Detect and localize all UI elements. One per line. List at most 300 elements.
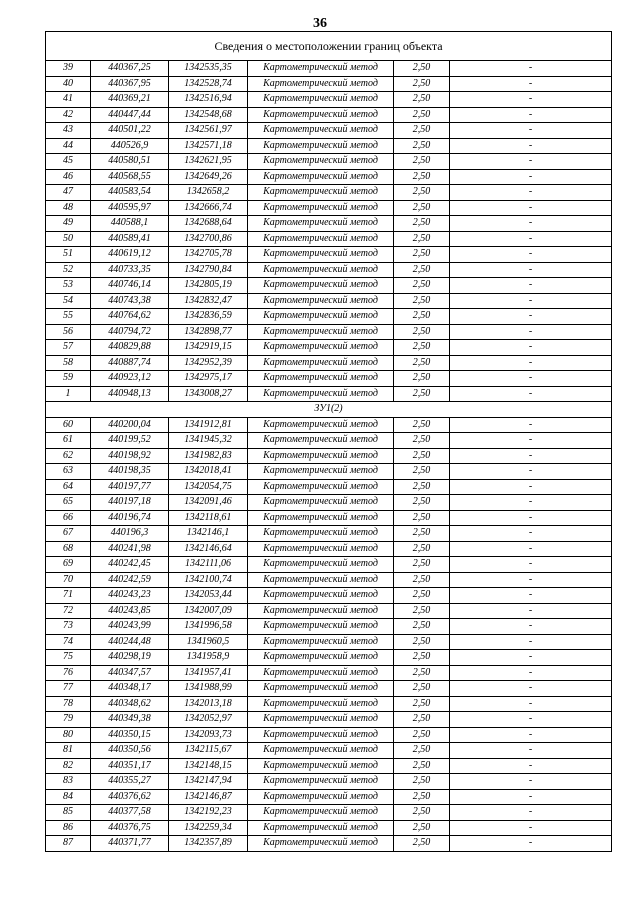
- method-cell: Картометрический метод: [248, 324, 394, 340]
- accuracy-cell: 2,50: [394, 371, 450, 387]
- coord-x-cell: 440200,04: [91, 417, 169, 433]
- table-row: [46, 448, 612, 464]
- accuracy-cell: 2,50: [394, 92, 450, 108]
- coord-y-cell: 1341996,58: [169, 619, 248, 635]
- accuracy-cell: 2,50: [394, 262, 450, 278]
- description-cell: -: [450, 309, 612, 325]
- point-number-cell: 44: [46, 138, 91, 154]
- description-cell: -: [450, 541, 612, 557]
- description-cell: -: [450, 510, 612, 526]
- coord-x-cell: 440241,98: [91, 541, 169, 557]
- coord-x-cell: 440242,45: [91, 557, 169, 573]
- accuracy-cell: 2,50: [394, 107, 450, 123]
- table-row: [46, 665, 612, 681]
- coord-x-cell: 440376,62: [91, 789, 169, 805]
- coord-x-cell: 440198,35: [91, 464, 169, 480]
- description-cell: -: [450, 138, 612, 154]
- accuracy-cell: 2,50: [394, 603, 450, 619]
- method-cell: Картометрический метод: [248, 650, 394, 666]
- coord-x-cell: 440243,99: [91, 619, 169, 635]
- method-cell: Картометрический метод: [248, 293, 394, 309]
- accuracy-cell: 2,50: [394, 417, 450, 433]
- coord-x-cell: 440351,17: [91, 758, 169, 774]
- coord-x-cell: 440377,58: [91, 805, 169, 821]
- method-cell: Картометрический метод: [248, 371, 394, 387]
- table-row: [46, 200, 612, 216]
- coord-x-cell: 440355,27: [91, 774, 169, 790]
- table-row: [46, 262, 612, 278]
- coord-y-cell: 1342013,18: [169, 696, 248, 712]
- accuracy-cell: 2,50: [394, 479, 450, 495]
- accuracy-cell: 2,50: [394, 650, 450, 666]
- method-cell: Картометрический метод: [248, 417, 394, 433]
- method-cell: Картометрический метод: [248, 433, 394, 449]
- point-number-cell: 50: [46, 231, 91, 247]
- description-cell: -: [450, 665, 612, 681]
- coord-y-cell: 1342952,39: [169, 355, 248, 371]
- point-number-cell: 87: [46, 836, 91, 852]
- table-title: Сведения о местоположении границ объекта: [46, 32, 612, 61]
- coord-x-cell: 440794,72: [91, 324, 169, 340]
- coord-y-cell: 1341957,41: [169, 665, 248, 681]
- point-number-cell: 51: [46, 247, 91, 263]
- table-title-row: [46, 32, 612, 61]
- accuracy-cell: 2,50: [394, 541, 450, 557]
- description-cell: -: [450, 619, 612, 635]
- description-cell: -: [450, 216, 612, 232]
- description-cell: -: [450, 355, 612, 371]
- accuracy-cell: 2,50: [394, 123, 450, 139]
- table-row: [46, 572, 612, 588]
- description-cell: -: [450, 743, 612, 759]
- description-cell: -: [450, 185, 612, 201]
- table-row: [46, 371, 612, 387]
- coord-y-cell: 1342192,23: [169, 805, 248, 821]
- coord-x-cell: 440948,13: [91, 386, 169, 402]
- coord-y-cell: 1342100,74: [169, 572, 248, 588]
- description-cell: -: [450, 340, 612, 356]
- table-row: [46, 743, 612, 759]
- coord-y-cell: 1342790,84: [169, 262, 248, 278]
- coord-y-cell: 1342688,64: [169, 216, 248, 232]
- coord-x-cell: 440347,57: [91, 665, 169, 681]
- coord-y-cell: 1342975,17: [169, 371, 248, 387]
- point-number-cell: 56: [46, 324, 91, 340]
- method-cell: Картометрический метод: [248, 743, 394, 759]
- description-cell: -: [450, 61, 612, 77]
- accuracy-cell: 2,50: [394, 619, 450, 635]
- accuracy-cell: 2,50: [394, 789, 450, 805]
- description-cell: -: [450, 92, 612, 108]
- point-number-cell: 1: [46, 386, 91, 402]
- description-cell: -: [450, 247, 612, 263]
- point-number-cell: 85: [46, 805, 91, 821]
- coord-x-cell: 440197,18: [91, 495, 169, 511]
- coord-y-cell: 1341960,5: [169, 634, 248, 650]
- accuracy-cell: 2,50: [394, 836, 450, 852]
- coord-x-cell: 440196,3: [91, 526, 169, 542]
- coord-x-cell: 440197,77: [91, 479, 169, 495]
- accuracy-cell: 2,50: [394, 76, 450, 92]
- accuracy-cell: 2,50: [394, 355, 450, 371]
- description-cell: -: [450, 278, 612, 294]
- point-number-cell: 81: [46, 743, 91, 759]
- accuracy-cell: 2,50: [394, 169, 450, 185]
- point-number-cell: 47: [46, 185, 91, 201]
- table-row: [46, 169, 612, 185]
- boundary-coordinates-table: [45, 31, 612, 852]
- table-row: [46, 603, 612, 619]
- coord-x-cell: 440198,92: [91, 448, 169, 464]
- point-number-cell: 68: [46, 541, 91, 557]
- coord-x-cell: 440348,17: [91, 681, 169, 697]
- table-row: [46, 650, 612, 666]
- accuracy-cell: 2,50: [394, 293, 450, 309]
- description-cell: -: [450, 634, 612, 650]
- accuracy-cell: 2,50: [394, 743, 450, 759]
- accuracy-cell: 2,50: [394, 216, 450, 232]
- description-cell: -: [450, 820, 612, 836]
- method-cell: Картометрический метод: [248, 603, 394, 619]
- description-cell: -: [450, 107, 612, 123]
- point-number-cell: 72: [46, 603, 91, 619]
- coord-y-cell: 1341958,9: [169, 650, 248, 666]
- point-number-cell: 64: [46, 479, 91, 495]
- method-cell: Картометрический метод: [248, 727, 394, 743]
- description-cell: -: [450, 495, 612, 511]
- point-number-cell: 55: [46, 309, 91, 325]
- section-label: ЗУ1(2): [46, 402, 612, 418]
- method-cell: Картометрический метод: [248, 665, 394, 681]
- coord-x-cell: 440923,12: [91, 371, 169, 387]
- method-cell: Картометрический метод: [248, 216, 394, 232]
- coord-x-cell: 440196,74: [91, 510, 169, 526]
- table-row: [46, 278, 612, 294]
- coord-y-cell: 1341945,32: [169, 433, 248, 449]
- coord-y-cell: 1342093,73: [169, 727, 248, 743]
- method-cell: Картометрический метод: [248, 262, 394, 278]
- description-cell: -: [450, 76, 612, 92]
- method-cell: Картометрический метод: [248, 278, 394, 294]
- table-row: [46, 107, 612, 123]
- method-cell: Картометрический метод: [248, 123, 394, 139]
- coord-x-cell: 440619,12: [91, 247, 169, 263]
- coord-x-cell: 440244,48: [91, 634, 169, 650]
- coord-y-cell: 1341982,83: [169, 448, 248, 464]
- page-number: 36: [313, 16, 327, 31]
- point-number-cell: 67: [46, 526, 91, 542]
- table-row: [46, 123, 612, 139]
- table-row: [46, 464, 612, 480]
- table-row: [46, 92, 612, 108]
- description-cell: -: [450, 789, 612, 805]
- coord-x-cell: 440568,55: [91, 169, 169, 185]
- coord-y-cell: 1342535,35: [169, 61, 248, 77]
- description-cell: -: [450, 448, 612, 464]
- table-row: [46, 588, 612, 604]
- point-number-cell: 75: [46, 650, 91, 666]
- method-cell: Картометрический метод: [248, 541, 394, 557]
- coord-x-cell: 440595,97: [91, 200, 169, 216]
- coord-x-cell: 440447,44: [91, 107, 169, 123]
- accuracy-cell: 2,50: [394, 696, 450, 712]
- method-cell: Картометрический метод: [248, 495, 394, 511]
- coord-y-cell: 1342148,15: [169, 758, 248, 774]
- coord-y-cell: 1342658,2: [169, 185, 248, 201]
- table-row: [46, 541, 612, 557]
- description-cell: -: [450, 603, 612, 619]
- method-cell: Картометрический метод: [248, 309, 394, 325]
- point-number-cell: 79: [46, 712, 91, 728]
- coord-x-cell: 440743,38: [91, 293, 169, 309]
- method-cell: Картометрический метод: [248, 479, 394, 495]
- accuracy-cell: 2,50: [394, 61, 450, 77]
- coord-x-cell: 440199,52: [91, 433, 169, 449]
- point-number-cell: 78: [46, 696, 91, 712]
- coord-x-cell: 440298,19: [91, 650, 169, 666]
- coord-x-cell: 440501,22: [91, 123, 169, 139]
- table-row: [46, 433, 612, 449]
- method-cell: Картометрический метод: [248, 774, 394, 790]
- point-number-cell: 70: [46, 572, 91, 588]
- coord-x-cell: 440887,74: [91, 355, 169, 371]
- coord-x-cell: 440367,25: [91, 61, 169, 77]
- table-row: [46, 340, 612, 356]
- method-cell: Картометрический метод: [248, 836, 394, 852]
- point-number-cell: 53: [46, 278, 91, 294]
- accuracy-cell: 2,50: [394, 681, 450, 697]
- coord-y-cell: 1342018,41: [169, 464, 248, 480]
- coord-x-cell: 440526,9: [91, 138, 169, 154]
- method-cell: Картометрический метод: [248, 820, 394, 836]
- accuracy-cell: 2,50: [394, 185, 450, 201]
- table-row: [46, 557, 612, 573]
- coord-y-cell: 1342007,09: [169, 603, 248, 619]
- coord-x-cell: 440242,59: [91, 572, 169, 588]
- description-cell: -: [450, 650, 612, 666]
- coord-y-cell: 1342146,1: [169, 526, 248, 542]
- table-row: [46, 681, 612, 697]
- point-number-cell: 80: [46, 727, 91, 743]
- accuracy-cell: 2,50: [394, 433, 450, 449]
- method-cell: Картометрический метод: [248, 510, 394, 526]
- accuracy-cell: 2,50: [394, 634, 450, 650]
- coord-y-cell: 1342898,77: [169, 324, 248, 340]
- accuracy-cell: 2,50: [394, 154, 450, 170]
- description-cell: -: [450, 169, 612, 185]
- method-cell: Картометрический метод: [248, 588, 394, 604]
- point-number-cell: 66: [46, 510, 91, 526]
- coord-y-cell: 1342528,74: [169, 76, 248, 92]
- accuracy-cell: 2,50: [394, 247, 450, 263]
- table-row: [46, 789, 612, 805]
- description-cell: -: [450, 200, 612, 216]
- method-cell: Картометрический метод: [248, 557, 394, 573]
- point-number-cell: 84: [46, 789, 91, 805]
- point-number-cell: 43: [46, 123, 91, 139]
- accuracy-cell: 2,50: [394, 200, 450, 216]
- method-cell: Картометрический метод: [248, 92, 394, 108]
- coord-y-cell: 1342571,18: [169, 138, 248, 154]
- method-cell: Картометрический метод: [248, 169, 394, 185]
- method-cell: Картометрический метод: [248, 340, 394, 356]
- coord-y-cell: 1342053,44: [169, 588, 248, 604]
- coord-y-cell: 1342516,94: [169, 92, 248, 108]
- point-number-cell: 76: [46, 665, 91, 681]
- table-row: [46, 495, 612, 511]
- coord-y-cell: 1342919,15: [169, 340, 248, 356]
- point-number-cell: 59: [46, 371, 91, 387]
- table-row: [46, 355, 612, 371]
- coord-x-cell: 440589,41: [91, 231, 169, 247]
- coord-y-cell: 1342118,61: [169, 510, 248, 526]
- table-row: [46, 293, 612, 309]
- accuracy-cell: 2,50: [394, 324, 450, 340]
- table-row: [46, 247, 612, 263]
- method-cell: Картометрический метод: [248, 200, 394, 216]
- table-row: [46, 138, 612, 154]
- coord-y-cell: 1343008,27: [169, 386, 248, 402]
- accuracy-cell: 2,50: [394, 309, 450, 325]
- point-number-cell: 77: [46, 681, 91, 697]
- coord-y-cell: 1342111,06: [169, 557, 248, 573]
- accuracy-cell: 2,50: [394, 495, 450, 511]
- point-number-cell: 39: [46, 61, 91, 77]
- coord-y-cell: 1342649,26: [169, 169, 248, 185]
- accuracy-cell: 2,50: [394, 448, 450, 464]
- table-row: [46, 836, 612, 852]
- table-row: [46, 154, 612, 170]
- point-number-cell: 71: [46, 588, 91, 604]
- description-cell: -: [450, 433, 612, 449]
- table-row: [46, 774, 612, 790]
- method-cell: Картометрический метод: [248, 154, 394, 170]
- method-cell: Картометрический метод: [248, 76, 394, 92]
- method-cell: Картометрический метод: [248, 185, 394, 201]
- coord-y-cell: 1342357,89: [169, 836, 248, 852]
- accuracy-cell: 2,50: [394, 758, 450, 774]
- point-number-cell: 40: [46, 76, 91, 92]
- method-cell: Картометрический метод: [248, 805, 394, 821]
- description-cell: -: [450, 557, 612, 573]
- description-cell: -: [450, 154, 612, 170]
- point-number-cell: 45: [46, 154, 91, 170]
- table-row: [46, 727, 612, 743]
- coord-y-cell: 1342705,78: [169, 247, 248, 263]
- table-row: [46, 216, 612, 232]
- description-cell: -: [450, 123, 612, 139]
- coord-x-cell: 440350,56: [91, 743, 169, 759]
- method-cell: Картометрический метод: [248, 464, 394, 480]
- table-row: [46, 805, 612, 821]
- description-cell: -: [450, 371, 612, 387]
- accuracy-cell: 2,50: [394, 572, 450, 588]
- coord-x-cell: 440243,23: [91, 588, 169, 604]
- coord-x-cell: 440829,88: [91, 340, 169, 356]
- coord-y-cell: 1342052,97: [169, 712, 248, 728]
- accuracy-cell: 2,50: [394, 774, 450, 790]
- coord-y-cell: 1342700,86: [169, 231, 248, 247]
- coord-y-cell: 1341912,81: [169, 417, 248, 433]
- coord-y-cell: 1342115,67: [169, 743, 248, 759]
- method-cell: Картометрический метод: [248, 386, 394, 402]
- coord-x-cell: 440733,35: [91, 262, 169, 278]
- point-number-cell: 62: [46, 448, 91, 464]
- method-cell: Картометрический метод: [248, 619, 394, 635]
- table-row: [46, 696, 612, 712]
- description-cell: -: [450, 727, 612, 743]
- method-cell: Картометрический метод: [248, 712, 394, 728]
- coord-y-cell: 1342146,64: [169, 541, 248, 557]
- point-number-cell: 48: [46, 200, 91, 216]
- coord-x-cell: 440583,54: [91, 185, 169, 201]
- description-cell: -: [450, 572, 612, 588]
- method-cell: Картометрический метод: [248, 448, 394, 464]
- coord-x-cell: 440371,77: [91, 836, 169, 852]
- description-cell: -: [450, 758, 612, 774]
- description-cell: -: [450, 805, 612, 821]
- table-row: [46, 634, 612, 650]
- accuracy-cell: 2,50: [394, 464, 450, 480]
- coord-x-cell: 440350,15: [91, 727, 169, 743]
- table-row: [46, 417, 612, 433]
- method-cell: Картометрический метод: [248, 247, 394, 263]
- point-number-cell: 61: [46, 433, 91, 449]
- accuracy-cell: 2,50: [394, 510, 450, 526]
- table-row: [46, 324, 612, 340]
- description-cell: -: [450, 588, 612, 604]
- section-row: [46, 402, 612, 418]
- description-cell: -: [450, 293, 612, 309]
- table-row: [46, 510, 612, 526]
- point-number-cell: 42: [46, 107, 91, 123]
- table-row: [46, 619, 612, 635]
- method-cell: Картометрический метод: [248, 634, 394, 650]
- point-number-cell: 49: [46, 216, 91, 232]
- coord-y-cell: 1342091,46: [169, 495, 248, 511]
- coord-x-cell: 440348,62: [91, 696, 169, 712]
- table-row: [46, 386, 612, 402]
- coord-x-cell: 440349,38: [91, 712, 169, 728]
- description-cell: -: [450, 712, 612, 728]
- point-number-cell: 57: [46, 340, 91, 356]
- coord-y-cell: 1342259,34: [169, 820, 248, 836]
- coord-y-cell: 1342836,59: [169, 309, 248, 325]
- description-cell: -: [450, 417, 612, 433]
- point-number-cell: 69: [46, 557, 91, 573]
- table-row: [46, 758, 612, 774]
- method-cell: Картометрический метод: [248, 572, 394, 588]
- method-cell: Картометрический метод: [248, 355, 394, 371]
- description-cell: -: [450, 231, 612, 247]
- accuracy-cell: 2,50: [394, 727, 450, 743]
- point-number-cell: 83: [46, 774, 91, 790]
- accuracy-cell: 2,50: [394, 820, 450, 836]
- method-cell: Картометрический метод: [248, 231, 394, 247]
- accuracy-cell: 2,50: [394, 138, 450, 154]
- point-number-cell: 54: [46, 293, 91, 309]
- point-number-cell: 65: [46, 495, 91, 511]
- coord-y-cell: 1342805,19: [169, 278, 248, 294]
- coord-x-cell: 440369,21: [91, 92, 169, 108]
- coord-y-cell: 1342147,94: [169, 774, 248, 790]
- accuracy-cell: 2,50: [394, 278, 450, 294]
- coord-x-cell: 440243,85: [91, 603, 169, 619]
- accuracy-cell: 2,50: [394, 557, 450, 573]
- description-cell: -: [450, 836, 612, 852]
- table-row: [46, 526, 612, 542]
- method-cell: Картометрический метод: [248, 681, 394, 697]
